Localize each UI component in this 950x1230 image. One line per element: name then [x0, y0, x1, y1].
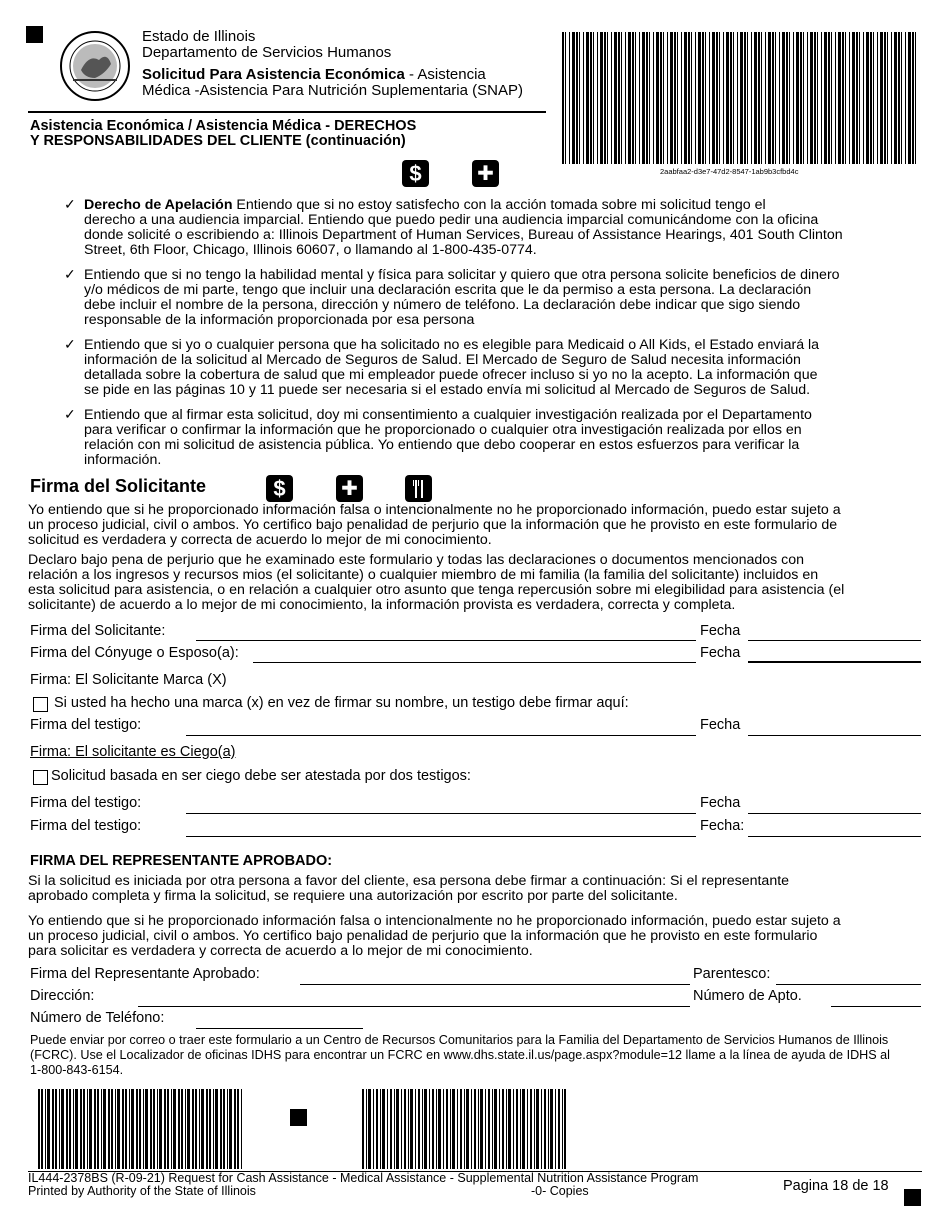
relationship-field[interactable] [776, 984, 921, 985]
consent-line-0: Entiendo que al firmar esta solicitud, doy mi consentimiento a cualquier investigación realizada por el Departamento [84, 407, 812, 423]
declare-line-0: Declaro bajo pena de perjurio que he examinado este formulario y todas las declaraciones o documentos mencionados con [28, 552, 805, 568]
appeal-line-1: derecho a una audiencia imparcial. Entiendo que puedo pedir una audiencia imparcial comunicándome con la oficina [84, 212, 819, 228]
mail-line-0: Puede enviar por correo o traer este formulario a un Centro de Recursos Comunitarios para la Familia del Departamento de Servicios Humanos de Illinois [30, 1033, 889, 1047]
appeal-right-text [84, 198, 924, 258]
marketplace-text [84, 338, 924, 398]
mail-instructions [30, 1033, 922, 1078]
address-field[interactable] [138, 1006, 690, 1007]
page-number: Pagina 18 de 18 [783, 1178, 889, 1194]
fork-knife-icon [405, 475, 432, 502]
applicant-perjury-text [28, 503, 922, 548]
dollar-icon: $ [402, 160, 429, 187]
mental-line-3: responsable de la información proporcionada por esa persona [84, 312, 475, 328]
medicaid-line-0: Entiendo que si yo o cualquier persona que ha solicitado no es elegible para Medicaid o All Kids, el Estado enviará la [84, 337, 820, 353]
pdf417-barcode-top [562, 32, 919, 164]
blind-witness-1-date-label: Fecha [700, 795, 741, 811]
medical-cross-icon: ✚ [336, 475, 363, 502]
rep-perjury-line-2: para solicitar es verdadera y correcta de acuerdo a lo mejor de mi conocimiento. [28, 943, 533, 959]
appeal-line-2: donde solicité o escribiendo a: Illinois Department of Human Services, Bureau of Assistance Hearings, 401 South Clinton [84, 227, 843, 243]
barcode-id: 2aabfaa2-d3e7-47d2-8547-1ab9b3cfbd4c [660, 167, 799, 176]
blind-witness-2-date-label: Fecha: [700, 818, 745, 834]
dollar-icon: $ [266, 475, 293, 502]
declare-line-1: relación a los ingresos y recursos mios (el solicitante) o cualquier miembro de mi familia (la familia del solicitante) incluidos en [28, 567, 819, 583]
spouse-signature-label: Firma del Cónyuge o Esposo(a): [30, 645, 239, 661]
phone-number-label: Número de Teléfono: [30, 1010, 165, 1026]
blind-witness-1-label: Firma del testigo: [30, 795, 142, 811]
registration-mark-top-left [26, 26, 43, 43]
registration-mark-middle [290, 1109, 307, 1126]
mark-witness-label: Firma del testigo: [30, 717, 142, 733]
form-title-bold: Solicitud Para Asistencia Económica [142, 66, 405, 83]
representative-perjury-text [28, 914, 922, 959]
blind-checkbox[interactable] [33, 770, 48, 785]
consent-line-3: información. [84, 452, 162, 468]
mark-signature-label: Firma: El Solicitante Marca (X) [30, 672, 227, 688]
blind-witness-2-signature-field[interactable] [186, 836, 696, 837]
check-icon: ✓ [64, 336, 76, 352]
section-title-line1: Asistencia Económica / Asistencia Médica - DERECHOS [30, 118, 417, 134]
blind-witness-2-date-field[interactable] [748, 836, 921, 837]
applicant-signature-field[interactable] [196, 640, 696, 641]
mark-checkbox[interactable] [33, 697, 48, 712]
mental-line-1: y/o médicos de mi parte, tengo que incluir una declaración escrita que le da permiso a esta persona. La declaración [84, 282, 812, 298]
authorized-person-text [84, 268, 924, 328]
applicant-date-field[interactable] [748, 640, 921, 641]
appeal-line-0: Entiendo que si no estoy satisfecho con la acción tomada sobre mi solicitud tengo el [232, 197, 766, 213]
relationship-label: Parentesco: [693, 966, 771, 982]
consent-line-1: para verificar o confirmar la información que he proporcionado o cualquier otra investigación realizada por ellos en [84, 422, 802, 438]
form-title-rest: - Asistencia [404, 66, 486, 83]
appeal-line-3: Street, 6th Floor, Chicago, Illinois 60607, o llamando al 1-800-435-0774. [84, 242, 537, 258]
mark-witness-signature-field[interactable] [186, 735, 696, 736]
medicaid-line-2: detallada sobre la cobertura de salud que mi empleador puede ofrecer incluso si yo no la acepto. La información que [84, 367, 818, 383]
footer-copies: -0- Copies [531, 1184, 589, 1198]
consent-line-2: relación con mi solicitud de asistencia pública. Yo entiendo que debo cooperar en estos esfuerzos para verificar la [84, 437, 800, 453]
blind-applicant-label: Firma: El solicitante es Ciego(a) [30, 744, 236, 760]
mark-witness-date-field[interactable] [748, 735, 921, 736]
appeal-right-heading: Derecho de Apelación [84, 197, 233, 213]
spouse-signature-field[interactable] [253, 662, 696, 663]
mail-line-1: (FCRC). Use el Localizador de oficinas IDHS para encontrar un FCRC en www.dhs.state.il.us/page.aspx?module=12 llame a la línea de ayuda de IDHS al [30, 1048, 890, 1062]
form-title-line2: Médica -Asistencia Para Nutrición Suplementaria (SNAP) [142, 82, 523, 99]
check-icon: ✓ [64, 406, 76, 422]
pdf417-barcode-bottom-right [362, 1089, 566, 1169]
representative-intro-text [28, 874, 922, 904]
mental-line-0: Entiendo que si no tengo la habilidad mental y física para solicitar y quiero que otra persona solicite beneficios de dinero [84, 267, 840, 283]
section-title-line2: Y RESPONSABILIDADES DEL CLIENTE (continuación) [30, 133, 406, 149]
footer-form-id: IL444-2378BS (R-09-21) Request for Cash Assistance - Medical Assistance - Supplemental Nutrition Assistance Program [28, 1171, 699, 1185]
footer-authority: Printed by Authority of the State of Illinois [28, 1184, 256, 1198]
mark-checkbox-label: Si usted ha hecho una marca (x) en vez de firmar su nombre, un testigo debe firmar aquí: [54, 695, 629, 711]
phone-number-field[interactable] [196, 1028, 363, 1029]
header-rule [28, 111, 546, 113]
pdf417-barcode-bottom-left [38, 1089, 242, 1169]
mark-witness-date-label: Fecha [700, 717, 741, 733]
apartment-number-label: Número de Apto. [693, 988, 802, 1004]
mental-line-2: debe incluir el nombre de la persona, dirección y número de teléfono. La declaración debe indicar que sigo siendo [84, 297, 801, 313]
rep-perjury-line-0: Yo entiendo que si he proporcionado información falsa o intencionalmente no he proporcionado información, puedo estar sujeto a [28, 913, 841, 929]
blind-witness-1-signature-field[interactable] [186, 813, 696, 814]
applicant-date-label: Fecha [700, 623, 741, 639]
state-name: Estado de Illinois [142, 28, 256, 45]
representative-signature-field[interactable] [300, 984, 690, 985]
rep-intro-line-1: aprobado completa y firma la solicitud, se requiere una autorización por escrito por parte del solicitante. [28, 888, 678, 904]
section-title [30, 119, 416, 149]
applicant-perjury-line-1: un proceso judicial, civil o ambos. Yo certifico bajo penalidad de perjurio que la información que he provisto en este formulario de [28, 517, 838, 533]
declare-line-2: esta solicitud para asistencia, o en relación a cualquier otro asunto que tenga repercusión sobre mi elegibilidad para asistencia (el [28, 582, 845, 598]
medicaid-line-1: información de la solicitud al Mercado de Seguros de Salud. El Mercado de Seguro de Salud necesita información [84, 352, 801, 368]
applicant-declaration-text [28, 553, 922, 613]
blind-checkbox-label: Solicitud basada en ser ciego debe ser atestada por dos testigos: [51, 768, 471, 784]
declare-line-3: solicitante) de acuerdo a lo mejor de mi conocimiento, la información provista es verdadera, correcta y completa. [28, 597, 736, 613]
applicant-perjury-line-2: solicitud es verdadera y correcta de acuerdo lo mejor de mi conocimiento. [28, 532, 492, 548]
representative-heading: FIRMA DEL REPRESENTANTE APROBADO: [30, 853, 333, 869]
representative-signature-label: Firma del Representante Aprobado: [30, 966, 260, 982]
blind-witness-2-label: Firma del testigo: [30, 818, 142, 834]
applicant-signature-heading: Firma del Solicitante [30, 476, 207, 496]
applicant-perjury-line-0: Yo entiendo que si he proporcionado información falsa o intencionalmente no he proporcionado información, puedo estar sujeto a [28, 502, 841, 518]
spouse-date-field[interactable] [748, 661, 921, 663]
investigation-consent-text [84, 408, 924, 468]
applicant-signature-label: Firma del Solicitante: [30, 623, 166, 639]
department-name: Departamento de Servicios Humanos [142, 44, 392, 61]
medicaid-line-3: se pide en las páginas 10 y 11 puede ser necesaria si el estado envía mi solicitud al Mercado de Seguros de Salud. [84, 382, 811, 398]
check-icon: ✓ [64, 196, 76, 212]
medical-cross-icon: ✚ [472, 160, 499, 187]
check-icon: ✓ [64, 266, 76, 282]
spouse-date-label: Fecha [700, 645, 741, 661]
rep-intro-line-0: Si la solicitud es iniciada por otra persona a favor del cliente, esa persona debe firmar a continuación: Si el representante [28, 873, 790, 889]
form-title [142, 67, 523, 99]
apartment-number-field[interactable] [831, 1006, 921, 1007]
blind-witness-1-date-field[interactable] [748, 813, 921, 814]
state-seal [59, 30, 131, 102]
registration-mark-bottom-right [904, 1189, 921, 1206]
mail-line-2: 1-800-843-6154. [30, 1063, 124, 1077]
rep-perjury-line-1: un proceso judicial, civil o ambos. Yo certifico bajo penalidad de perjurio que la información que he provisto en este formulario [28, 928, 818, 944]
address-label: Dirección: [30, 988, 95, 1004]
